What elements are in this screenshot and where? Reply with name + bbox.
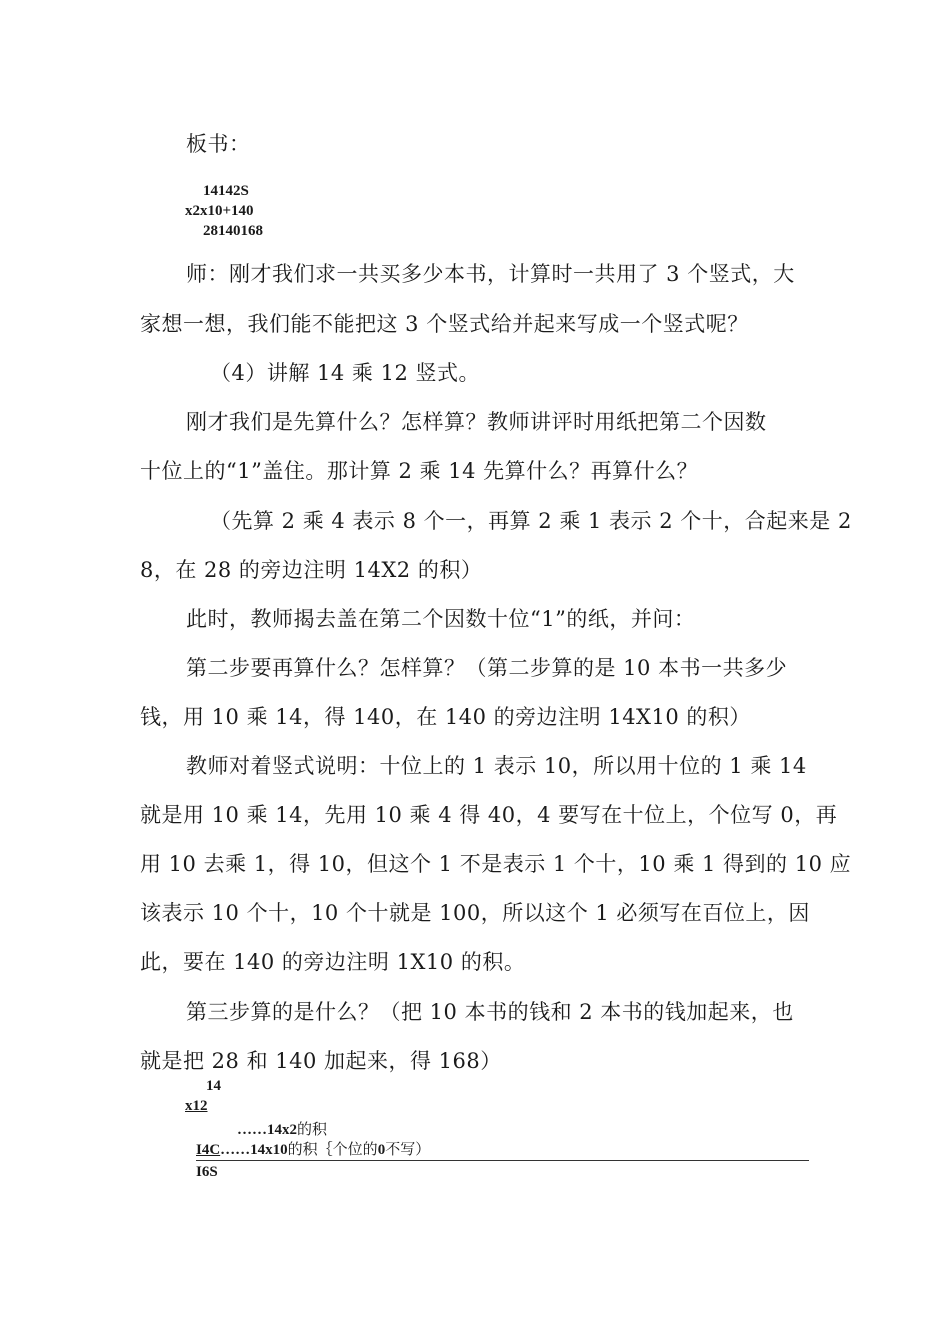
note2-expression: ……14x10	[220, 1142, 288, 1158]
note2-zero: 0	[377, 1142, 386, 1158]
note1-expression: ……14x2	[237, 1122, 297, 1138]
board-label: 板书：	[186, 132, 251, 156]
calc2-row2	[196, 1138, 430, 1159]
calc1-line3: 28140168	[203, 223, 263, 239]
calc1-line2: x2x10+140	[185, 203, 254, 219]
text-line: 该表示 10 个十，10 个十就是 100，所以这个 1 必须写在百位上，因	[140, 901, 810, 925]
calc2-row2-number: I4C	[196, 1142, 221, 1158]
text-line: 用 10 去乘 1，得 10，但这个 1 不是表示 1 个十，10 乘 1 得到的 10 应	[140, 852, 852, 876]
text-line: 8，在 28 的旁边注明 14X2 的积）	[140, 558, 483, 582]
text-line: （4）讲解 14 乘 12 竖式。	[210, 361, 481, 385]
calc2-top: 14	[206, 1078, 221, 1094]
text-line: 就是用 10 乘 14，先用 10 乘 4 得 40，4 要写在十位上，个位写 0，再	[140, 803, 838, 827]
text-line: （先算 2 乘 4 表示 8 个一，再算 2 乘 1 表示 2 个十，合起来是 2	[210, 509, 852, 533]
text-line: 此，要在 140 的旁边注明 1X10 的积。	[140, 950, 526, 974]
text-line: 就是把 28 和 140 加起来，得 168）	[140, 1049, 502, 1073]
note2-tail: 不写）	[385, 1141, 431, 1158]
text-line: 钱，用 10 乘 14，得 140，在 140 的旁边注明 14X10 的积）	[140, 705, 751, 729]
calc2-multiplier: x12	[185, 1098, 208, 1114]
text-line: 师：刚才我们求一共买多少本书，计算时一共用了 3 个竖式，大	[186, 262, 795, 286]
calc2-sum-line	[196, 1160, 809, 1161]
text-line: 第三步算的是什么？（把 10 本书的钱和 2 本书的钱加起来，也	[186, 1000, 794, 1024]
note1-text: 的积	[297, 1121, 328, 1138]
text-line: 此时，教师揭去盖在第二个因数十位“1”的纸，并问：	[186, 607, 696, 631]
text-line: 教师对着竖式说明：十位上的 1 表示 10，所以用十位的 1 乘 14	[186, 754, 807, 778]
calc1-line1: 14142S	[203, 183, 249, 199]
text-line: 家想一想，我们能不能把这 3 个竖式给并起来写成一个竖式呢？	[140, 312, 749, 336]
note2-text: 的积｛个位的	[287, 1141, 378, 1158]
text-line: 第二步要再算什么？怎样算？（第二步算的是 10 本书一共多少	[186, 656, 788, 680]
calc2-note-row1	[237, 1118, 327, 1139]
text-line: 十位上的“1”盖住。那计算 2 乘 14 先算什么？再算什么？	[140, 459, 699, 483]
text-line: 刚才我们是先算什么？怎样算？教师讲评时用纸把第二个因数	[186, 410, 767, 434]
calc2-result: I6S	[196, 1164, 218, 1180]
